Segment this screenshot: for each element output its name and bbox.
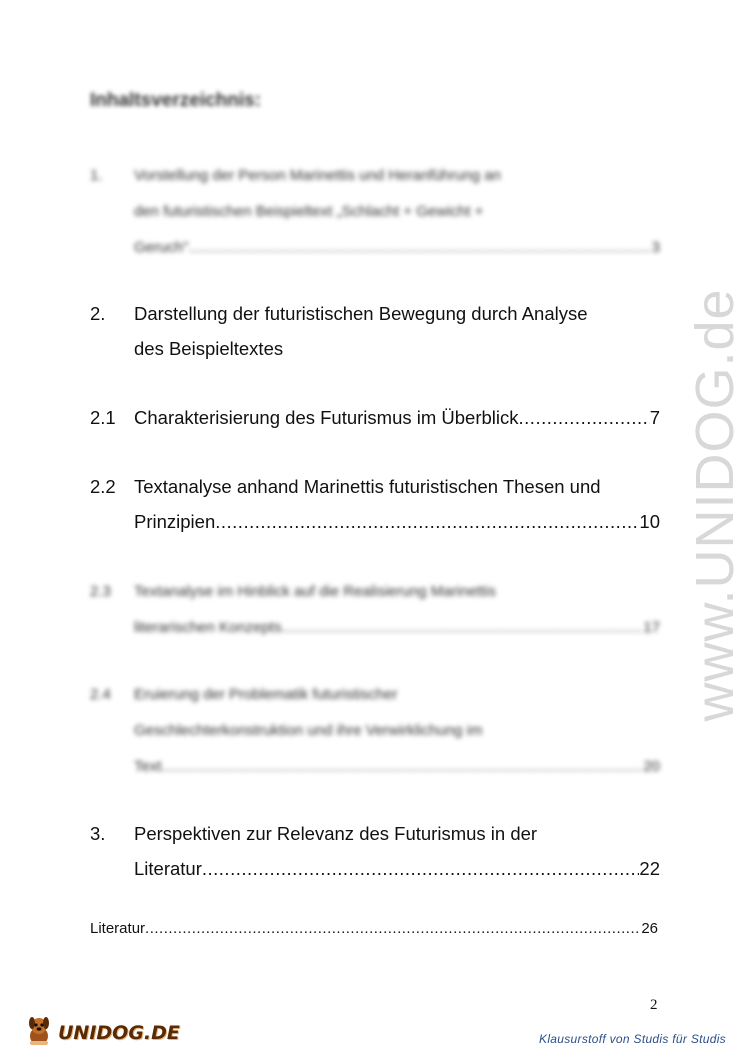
toc-page-number: 22 — [639, 858, 660, 879]
toc-entry-last-line — [134, 851, 660, 886]
toc-entry-number: 2.3 — [90, 583, 111, 600]
toc-entry-line: Textanalyse im Hinblick auf die Realisierung Marinettis — [134, 583, 496, 600]
toc-entry-1 — [90, 158, 660, 266]
unidog-logo — [22, 1016, 180, 1050]
toc-entry-line: Darstellung der futuristischen Bewegung durch Analyse — [134, 303, 588, 324]
logo-text: UNIDOG.DE — [58, 1022, 180, 1044]
toc-entry-2-1 — [90, 400, 660, 435]
toc-entry-literatur — [90, 918, 658, 940]
toc-entry-title-end: Prinzipien — [134, 511, 216, 532]
dog-mascot-icon — [22, 1014, 56, 1053]
toc-entry-2 — [90, 296, 660, 366]
toc-leader-dots — [282, 610, 644, 646]
toc-entry-number: 1. — [90, 167, 103, 184]
toc-page-number: 20 — [643, 758, 660, 775]
toc-entry-number: 2.4 — [90, 686, 111, 703]
toc-leader-dots — [162, 749, 644, 785]
toc-entry-title-end: Literatur — [90, 920, 146, 937]
toc-entry-line: Eruierung der Problematik futuristischer — [134, 686, 398, 703]
toc-entry-title-end: literarischen Konzepts — [134, 619, 282, 636]
toc-entry-last-line — [134, 400, 660, 435]
footer-slogan: Klausurstoff von Studis für Studis — [539, 1032, 726, 1046]
toc-entry-number: 2.2 — [90, 476, 116, 497]
toc-entry-line: Geschlechterkonstruktion und ihre Verwirklichung im — [134, 722, 483, 739]
toc-page-number: 7 — [649, 407, 660, 428]
toc-entry-last-line — [134, 610, 660, 646]
toc-leader-dots — [202, 851, 640, 886]
toc-leader-dots — [189, 230, 652, 266]
toc-leader-dots — [215, 504, 639, 539]
toc-heading: Inhaltsverzeichnis: — [90, 90, 262, 111]
page-number: 2 — [650, 997, 658, 1013]
toc-entry-title-end: Text — [134, 758, 162, 775]
toc-entry-title-end: Literatur — [134, 858, 202, 879]
toc-entry-number: 3. — [90, 823, 106, 844]
toc-entry-line: des Beispieltextes — [134, 338, 284, 359]
toc-page-number: 3 — [651, 239, 660, 256]
toc-entry-title-end: Charakterisierung des Futurismus im Überblick — [134, 407, 519, 428]
toc-entry-line: den futuristischen Beispieltext „Schlacht + Gewicht + — [134, 203, 484, 220]
toc-entry-2-2 — [90, 469, 660, 539]
toc-entry-line: Textanalyse anhand Marinettis futuristischen Thesen und — [134, 476, 601, 497]
toc-entry-2-4 — [90, 677, 660, 785]
toc-entry-last-line — [134, 230, 660, 266]
toc-entry-line: Vorstellung der Person Marinettis und Heranführung an — [134, 167, 501, 184]
toc-entry-title-end: Geruch" — [134, 239, 189, 256]
toc-entry-3 — [90, 816, 660, 886]
toc-entry-line: Perspektiven zur Relevanz des Futurismus in der — [134, 823, 538, 844]
toc-page-number: 26 — [641, 920, 658, 937]
toc-page-number: 10 — [639, 511, 660, 532]
toc-leader-dots — [519, 400, 650, 435]
toc-leader-dots — [145, 918, 641, 940]
toc-entry-last-line — [134, 749, 660, 785]
toc-entry-2-3 — [90, 574, 660, 646]
toc-page-number: 17 — [643, 619, 660, 636]
watermark: www.UNIDOG.de — [685, 288, 745, 722]
toc-entry-number: 2.1 — [90, 407, 116, 428]
toc-entry-number: 2. — [90, 303, 106, 324]
toc-entry-last-line — [134, 504, 660, 539]
